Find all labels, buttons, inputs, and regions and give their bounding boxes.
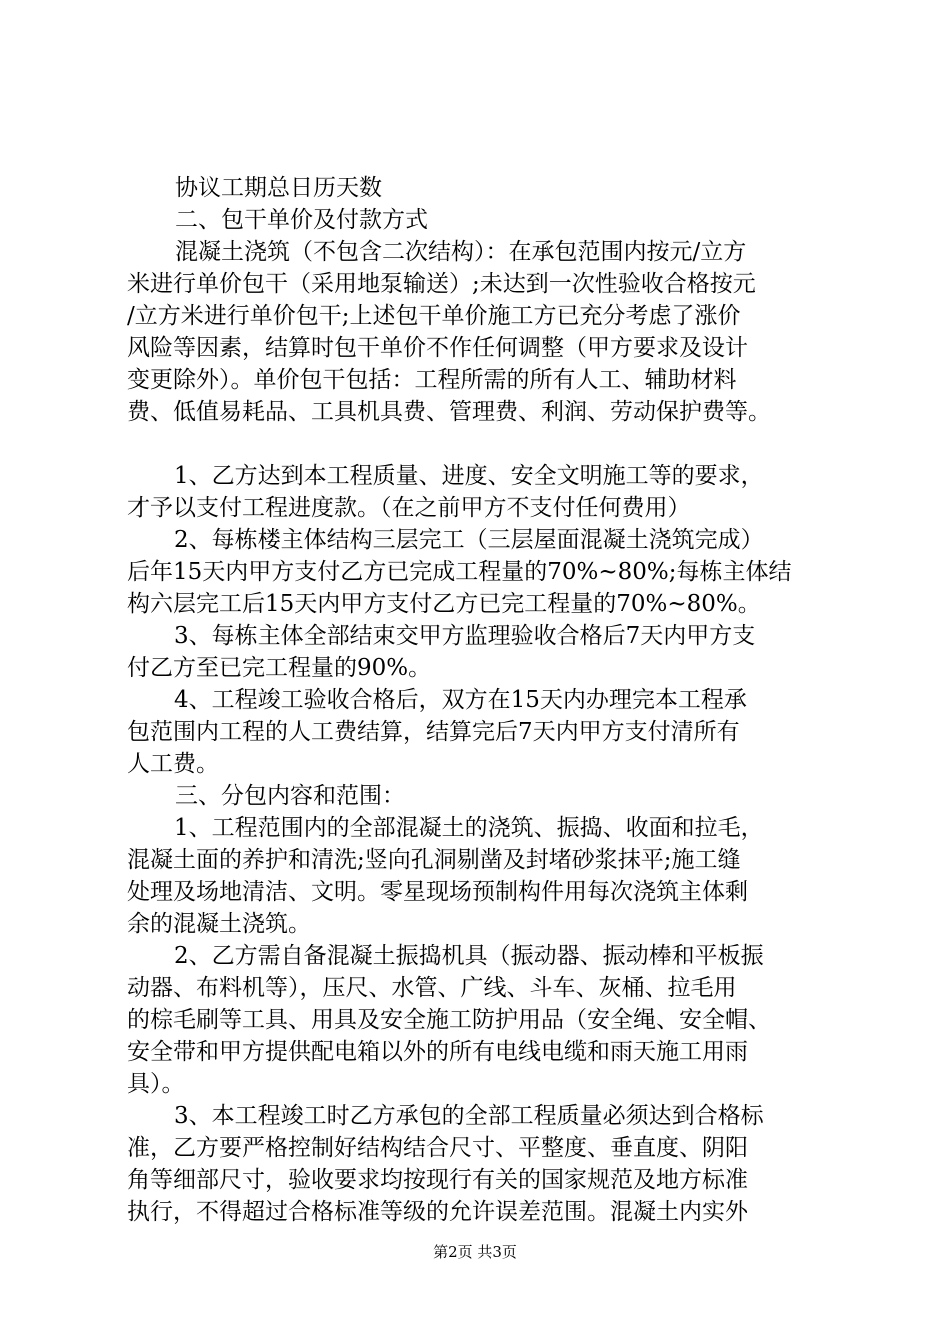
paragraph-line: 米进行单价包干（采用地泵输送）;未达到一次性验收合格按元 — [127, 271, 756, 297]
paragraph-line: 变更除外）。单价包干包括：工程所需的所有人工、辅助材料 — [127, 367, 737, 393]
paragraph-line: 具）。 — [127, 1071, 185, 1097]
paragraph-line: 准，乙方要严格控制好结构结合尺寸、平整度、垂直度、阴阳 — [127, 1135, 748, 1161]
paragraph-line: 角等细部尺寸，验收要求均按现行有关的国家规范及地方标准 — [127, 1167, 748, 1193]
paragraph-line: 2、每栋楼主体结构三层完工（三层屋面混凝土浇筑完成） — [174, 527, 764, 553]
paragraph-line: 余的混凝土浇筑。 — [127, 911, 311, 937]
paragraph-line: 协议工期总日历天数 — [175, 175, 382, 201]
paragraph-line: 1、工程范围内的全部混凝土的浇筑、振捣、收面和拉毛， — [174, 815, 764, 841]
paragraph-line: 费、低值易耗品、工具机具费、管理费、利润、劳动保护费等。 — [127, 399, 771, 425]
blank-line — [127, 428, 847, 460]
paragraph-line: 后年15天内甲方支付乙方已完成工程量的70%~80%;每栋主体结 — [127, 559, 792, 585]
paragraph-line: 3、本工程竣工时乙方承包的全部工程质量必须达到合格标 — [174, 1103, 764, 1129]
paragraph-line: 3、每栋主体全部结束交甲方监理验收合格后7天内甲方支 — [174, 623, 756, 649]
paragraph-line: 混凝土面的养护和清洗;竖向孔洞剔凿及封堵砂浆抹平;施工缝 — [127, 847, 741, 873]
paragraph-line: 1、乙方达到本工程质量、进度、安全文明施工等的要求， — [174, 463, 764, 489]
paragraph-line: 混凝土浇筑（不包含二次结构）：在承包范围内按元/立方 — [175, 239, 747, 265]
paragraph-line: 包范围内工程的人工费结算，结算完后7天内甲方支付清所有 — [127, 719, 740, 745]
paragraph-line: /立方米进行单价包干;上述包干单价施工方已充分考虑了涨价 — [127, 303, 741, 329]
paragraph-line: 才予以支付工程进度款。（在之前甲方不支付任何费用） — [127, 495, 691, 521]
paragraph-line: 执行，不得超过合格标准等级的允许误差范围。混凝土内实外 — [127, 1199, 748, 1225]
paragraph-line: 风险等因素，结算时包干单价不作任何调整（甲方要求及设计 — [127, 335, 748, 361]
paragraph-line: 构六层完工后15天内甲方支付乙方已完工程量的70%~80%。 — [127, 591, 761, 617]
section-heading: 二、包干单价及付款方式 — [175, 207, 428, 233]
paragraph-line: 的棕毛刷等工具、用具及安全施工防护用品（安全绳、安全帽、 — [127, 1007, 771, 1033]
page-number-footer: 第2页 共3页 — [433, 1243, 517, 1261]
paragraph-line: 付乙方至已完工程量的90%。 — [127, 655, 432, 681]
paragraph-line: 4、工程竣工验收合格后，双方在15天内办理完本工程承 — [174, 687, 747, 713]
document-body — [127, 172, 847, 1228]
paragraph-line: 安全带和甲方提供配电箱以外的所有电线电缆和雨天施工用雨 — [127, 1039, 748, 1065]
paragraph-line: 2、乙方需自备混凝土振捣机具（振动器、振动棒和平板振 — [174, 943, 764, 969]
section-heading: 三、分包内容和范围： — [175, 783, 405, 809]
paragraph-line: 人工费。 — [127, 751, 219, 777]
paragraph-line: 处理及场地清洁、文明。零星现场预制构件用每次浇筑主体剩 — [127, 879, 748, 905]
paragraph-line: 动器、布料机等），压尺、水管、广线、斗车、灰桶、拉毛用 — [127, 975, 737, 1001]
